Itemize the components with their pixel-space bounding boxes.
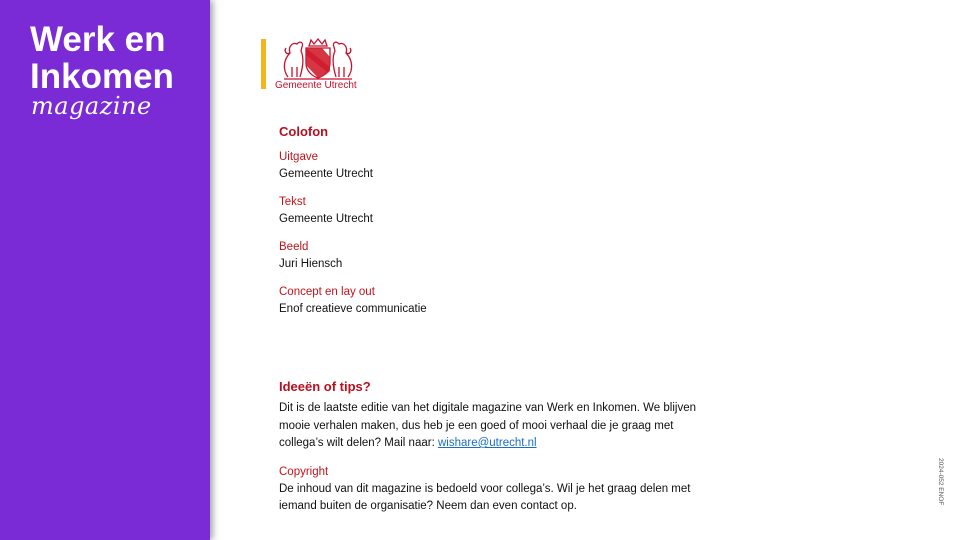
entry-label: Beeld <box>279 241 309 253</box>
entry-value: Enof creatieve communicatie <box>279 303 427 315</box>
sidebar <box>0 0 210 540</box>
document-id: 2024-052 ENOF <box>937 458 944 506</box>
entry-label: Tekst <box>279 196 306 208</box>
email-link[interactable]: wishare@utrecht.nl <box>437 437 537 449</box>
magazine-subtitle: magazine <box>31 92 152 120</box>
colofon-entry <box>279 194 709 228</box>
magazine-title: Werk en Inkomen <box>30 20 174 96</box>
main-content <box>279 124 709 516</box>
ideas-body <box>279 400 709 453</box>
entry-label: Uitgave <box>279 151 318 163</box>
logo-accent-bar <box>261 39 266 89</box>
colofon-entry <box>279 284 709 318</box>
ideas-text: Dit is de laatste editie van het digitale magazine van Werk en Inkomen. We blijven mooie verhalen maken, dus heb je een goed of mooi verhaal die je graag met collega’s wilt delen? Mail naar: <box>279 402 696 449</box>
colofon-entry <box>279 239 709 273</box>
ideas-heading: Ideeën of tips? <box>279 379 371 394</box>
copyright-body: De inhoud van dit magazine is bedoeld voor collega’s. Wil je het graag delen met iemand buiten de organisatie? Neem dan even contact op. <box>279 482 691 512</box>
colofon-entry <box>279 149 709 183</box>
entry-value: Gemeente Utrecht <box>279 213 373 225</box>
colofon-heading: Colofon <box>279 124 329 139</box>
entry-label: Concept en lay out <box>279 286 375 298</box>
logo-wordmark: Gemeente Utrecht <box>275 80 357 91</box>
copyright-label: Copyright <box>279 465 329 478</box>
entry-value: Gemeente Utrecht <box>279 168 373 180</box>
entry-value: Juri Hiensch <box>279 258 343 270</box>
